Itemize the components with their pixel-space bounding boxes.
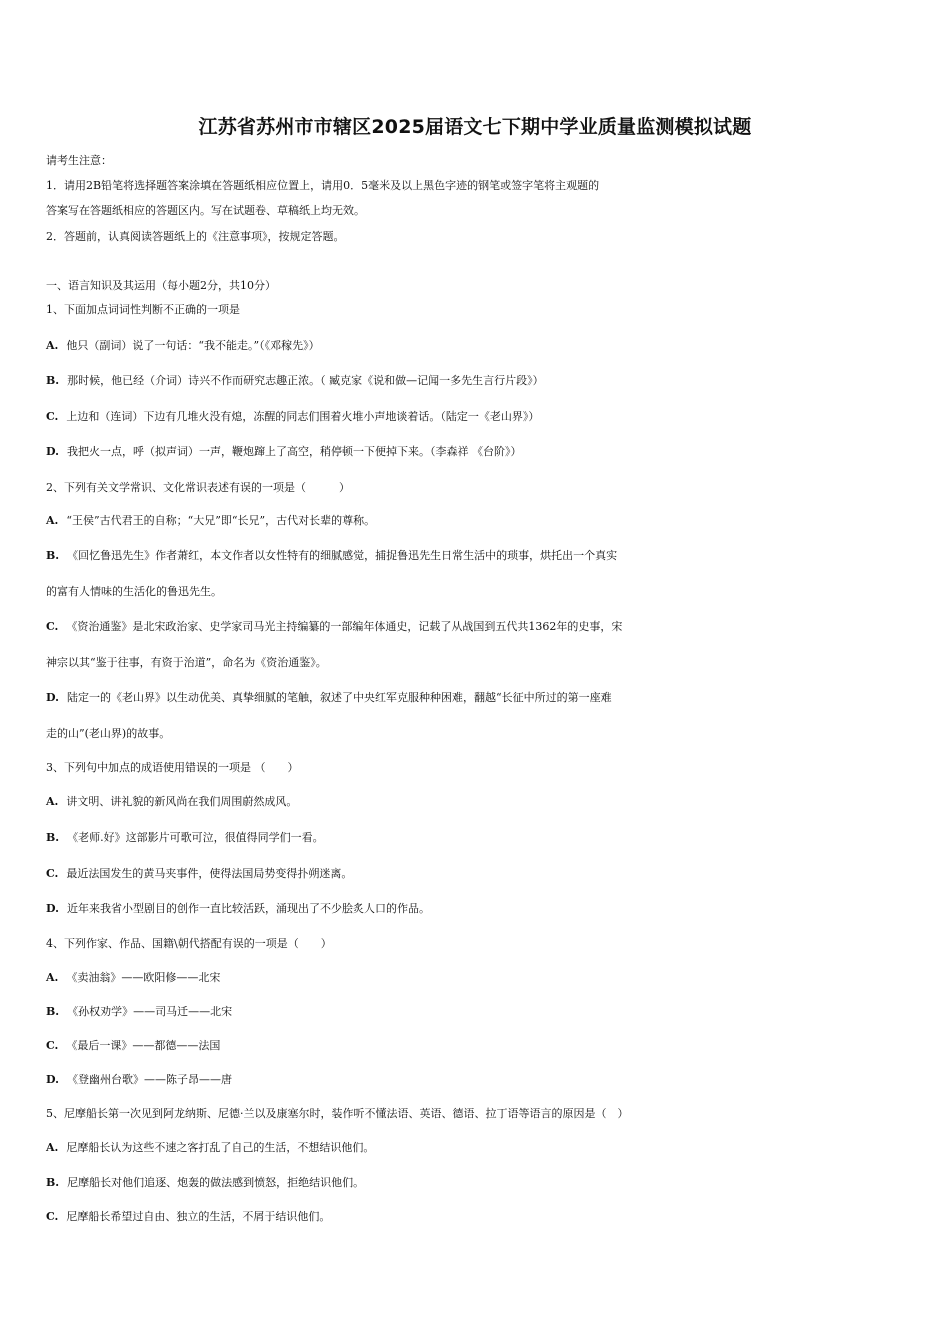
question-2-option-b-line-1: [46, 546, 908, 566]
option-letter: C.: [46, 410, 59, 423]
option-text: 《最后一课》——都德——法国: [66, 1039, 221, 1052]
question-5-option-a: [46, 1138, 908, 1158]
option-letter: B.: [46, 1005, 60, 1018]
option-text: “王侯”古代君王的自称；“大兄”即“长兄”，古代对长辈的尊称。: [66, 514, 376, 527]
question-2-stem: 2、下列有关文学常识、文化常识表述有误的一项是（ ）: [46, 481, 350, 494]
option-text: 近年来我省小型剧目的创作一直比较活跃，涌现出了不少脍炙人口的作品。: [66, 902, 430, 915]
option-text: 尼摩船长对他们追逐、炮轰的做法感到愤怒，拒绝结识他们。: [67, 1176, 365, 1189]
option-text: 最近法国发生的黄马夹事件，使得法国局势变得扑朔迷离。: [66, 867, 353, 880]
option-letter: D.: [46, 1073, 59, 1086]
option-letter: A.: [46, 795, 59, 808]
question-3-stem: 3、下列句中加点的成语使用错误的一项是 （ ）: [46, 761, 299, 774]
option-text: 《孙权劝学》——司马迁——北宋: [67, 1005, 233, 1018]
option-text: 《登幽州台歌》——陈子昂——唐: [66, 1073, 232, 1086]
option-text: 那时候，他已经（介词）诗兴不作而研究志趣正浓。（ 臧克家《说和做—记闻一多先生言行片段》）: [67, 374, 544, 387]
notice-item-1-line-1: 1．请用2B铅笔将选择题答案涂填在答题纸相应位置上，请用0．5毫米及以上黑色字迹的钢笔或签字笔将主观题的: [46, 179, 600, 192]
option-text: 讲文明、讲礼貌的新风尚在我们周围蔚然成风。: [66, 795, 298, 808]
option-letter: D.: [46, 445, 59, 458]
question-4-option-a: [46, 968, 908, 988]
option-text: 我把火一点，呼（拟声词）一声，鞭炮蹿上了高空，稍停顿一下便掉下来。（李森祥 《台阶》）: [66, 445, 522, 458]
question-4-option-d: [46, 1070, 908, 1090]
option-letter: D.: [46, 691, 59, 704]
question-2-option-d-line-2: 走的山”(老山界)的故事。: [46, 727, 171, 740]
option-letter: B.: [46, 1176, 60, 1189]
question-2-option-c-line-1: [46, 617, 908, 637]
question-5-stem: 5、尼摩船长第一次见到阿龙纳斯、尼德·兰以及康塞尔时，装作听不懂法语、英语、德语、拉丁语等语言的原因是（ ）: [46, 1107, 629, 1120]
option-text: 尼摩船长希望过自由、独立的生活，不屑于结识他们。: [66, 1210, 331, 1223]
question-5-option-b: [46, 1173, 908, 1193]
question-1-option-d: [46, 442, 908, 462]
option-letter: A.: [46, 971, 59, 984]
option-letter: A.: [46, 1141, 59, 1154]
option-text: 他只（副词）说了一句话：“我不能走。”（《邓稼先》）: [66, 339, 320, 352]
option-text: 尼摩船长认为这些不速之客打乱了自己的生活，不想结识他们。: [66, 1141, 375, 1154]
question-2-option-a: [46, 511, 908, 531]
question-1-option-c: [46, 407, 908, 427]
option-letter: B.: [46, 374, 60, 387]
question-4-option-c: [46, 1036, 908, 1056]
option-letter: A.: [46, 339, 59, 352]
option-text: 上边和（连词）下边有几堆火没有熄，冻醒的同志们围着火堆小声地谈着话。（陆定一《老山界》）: [66, 410, 540, 423]
question-3-option-a: [46, 792, 908, 812]
question-4-stem: 4、下列作家、作品、国籍\朝代搭配有误的一项是（ ）: [46, 937, 332, 950]
option-letter: C.: [46, 1210, 59, 1223]
section-heading: 一、语言知识及其运用（每小题2分，共10分）: [46, 279, 276, 292]
question-1-option-a: [46, 336, 908, 356]
notice-heading: 请考生注意：: [46, 154, 112, 167]
question-5-option-c: [46, 1207, 908, 1227]
question-3-option-c: [46, 864, 908, 884]
question-1-option-b: [46, 371, 908, 391]
notice-item-2: 2．答题前，认真阅读答题纸上的《注意事项》，按规定答题。: [46, 230, 345, 243]
question-2-option-b-line-2: 的富有人情味的生活化的鲁迅先生。: [46, 585, 222, 598]
option-letter: D.: [46, 902, 59, 915]
option-text: 《回忆鲁迅先生》作者萧红，本文作者以女性特有的细腻感觉，捕捉鲁迅先生日常生活中的琐事，烘托出一个真实: [67, 549, 618, 562]
option-letter: A.: [46, 514, 59, 527]
option-text: 《卖油翁》——欧阳修——北宋: [66, 971, 221, 984]
option-text: 陆定一的《老山界》以生动优美、真挚细腻的笔触，叙述了中央红军克服种种困难，翻越“长征中所过的第一座难: [66, 691, 612, 704]
page-title: 江苏省苏州市市辖区2025届语文七下期中学业质量监测模拟试题: [198, 116, 752, 138]
question-2-option-d-line-1: [46, 688, 908, 708]
option-letter: C.: [46, 1039, 59, 1052]
question-3-option-d: [46, 899, 908, 919]
option-letter: C.: [46, 867, 59, 880]
option-text: 《资治通鉴》是北宋政治家、史学家司马光主持编纂的一部编年体通史，记载了从战国到五代共1362年的史事，宋: [66, 620, 623, 633]
question-4-option-b: [46, 1002, 908, 1022]
option-letter: B.: [46, 831, 60, 844]
question-2-option-c-line-2: 神宗以其“鉴于往事，有资于治道”，命名为《资治通鉴》。: [46, 656, 327, 669]
option-letter: B.: [46, 549, 60, 562]
option-text: 《老师.好》这部影片可歌可泣，很值得同学们一看。: [67, 831, 324, 844]
question-1-stem: 1、下面加点词词性判断不正确的一项是: [46, 303, 240, 316]
option-letter: C.: [46, 620, 59, 633]
notice-item-1-line-2: 答案写在答题纸相应的答题区内。写在试题卷、草稿纸上均无效。: [46, 204, 365, 217]
question-3-option-b: [46, 828, 908, 848]
